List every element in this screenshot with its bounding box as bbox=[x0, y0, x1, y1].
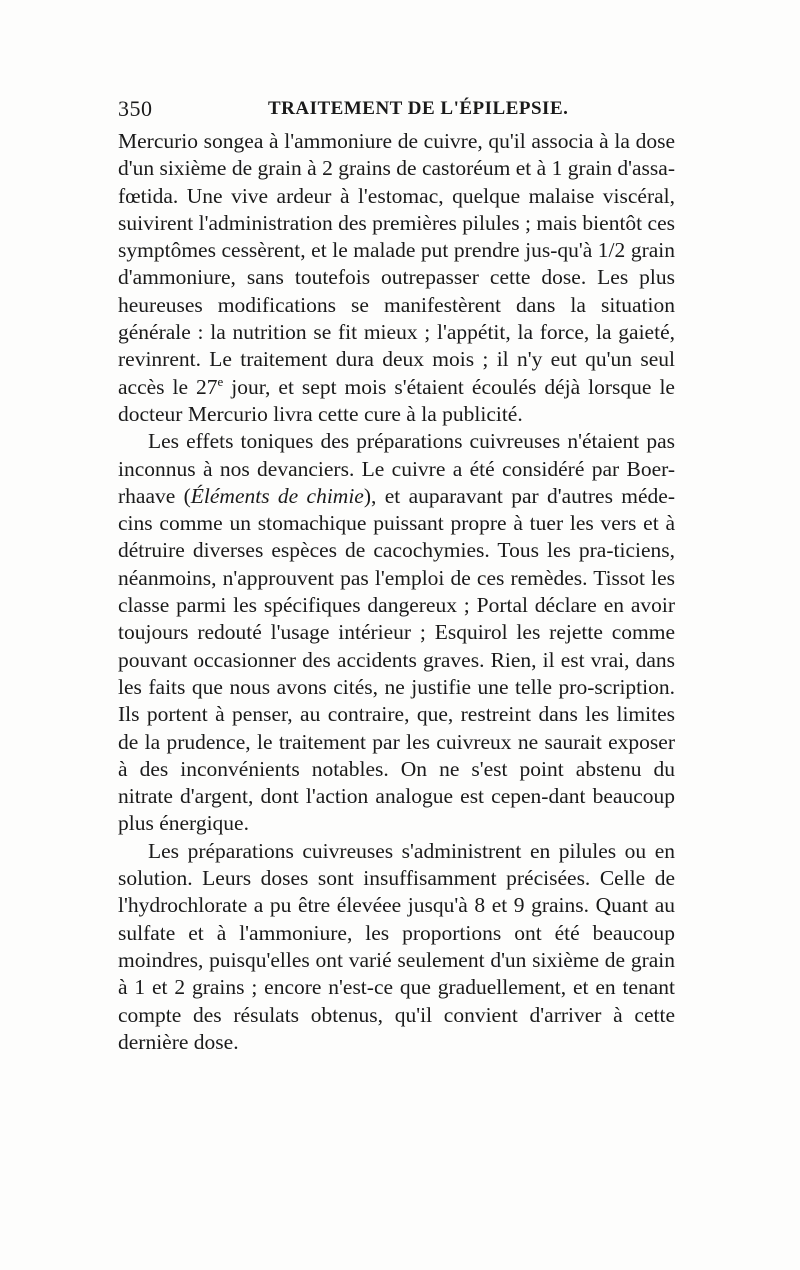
text-run: ), et auparavant par d'autres méde-cins comme un stomachique puissant propre à tuer les vers et à détruire diverses espèces de cacochymies. Tous les pra-ticiens, néanmoins, n'approuvent pas l'emploi de ces remèdes. Tissot les classe parmi les spécifiques dangereux ; Portal déclare en avoir toujours redouté l'usage intérieur ; Esquirol les rejette comme pouvant occasionner des accidents graves. Rien, il est vrai, dans les faits que nous avons cités, ne justifie une telle pro-scription. Ils portent à penser, au contraire, que, restreint dans les limites de la prudence, le traitement par les cuivreux ne saurait exposer à des inconvénients notables. On ne s'est point abstenu du nitrate d'argent, dont l'action analogue est cepen-dant beaucoup plus énergique. bbox=[118, 483, 675, 836]
text-run: Les effets toniques des préparations cuivreuses n'étaient pas inconnus à nos devanciers. Le cuivre a été considéré par Boer-rhaave ( bbox=[118, 429, 675, 508]
superscript: e bbox=[217, 374, 224, 389]
paragraph bbox=[118, 128, 675, 428]
running-head bbox=[118, 96, 678, 126]
paragraph bbox=[118, 838, 675, 1056]
text-run: Mercurio songea à l'ammoniure de cuivre, qu'il associa à la dose d'un sixième de grain à 2 grains de castoréum et à 1 grain d'assa-fœtida. Une vive ardeur à l'estomac, quelque malaise viscéral, suivirent l'administration des premières pilules ; mais bientôt ces symptômes cessèrent, et le malade put prendre jus-qu'à 1/2 grain d'ammoniure, sans toutefois outrepasser cette dose. Les plus heureuses modifications se manifestèrent dans la situation générale : la nutrition se fit mieux ; l'appétit, la force, la gaieté, revinrent. Le traitement dura deux mois ; il n'y eut qu'un seul accès le 27 bbox=[118, 129, 675, 399]
running-title: TRAITEMENT DE L'ÉPILEPSIE. bbox=[268, 98, 569, 119]
paragraph bbox=[118, 428, 675, 837]
page-number: 350 bbox=[118, 96, 153, 121]
italic-title: Éléments de chimie bbox=[190, 483, 364, 508]
text-run: jour, et sept mois s'étaient écoulés déjà lorsque le docteur Mercurio livra cette cure à la publicité. bbox=[118, 374, 675, 426]
text-run: Les préparations cuivreuses s'administrent en pilules ou en solution. Leurs doses sont insuffisamment précisées. Celle de l'hydrochlorate a pu être élevéee jusqu'à 8 et 9 grains. Quant au sulfate et à l'ammoniure, les proportions ont été beaucoup moindres, puisqu'elles ont varié seulement d'un sixième de grain à 1 et 2 grains ; encore n'est-ce que graduellement, et en tenant compte des résulats obtenus, qu'il convient d'arriver à cette dernière dose. bbox=[118, 838, 675, 1054]
body-text bbox=[118, 128, 675, 1056]
